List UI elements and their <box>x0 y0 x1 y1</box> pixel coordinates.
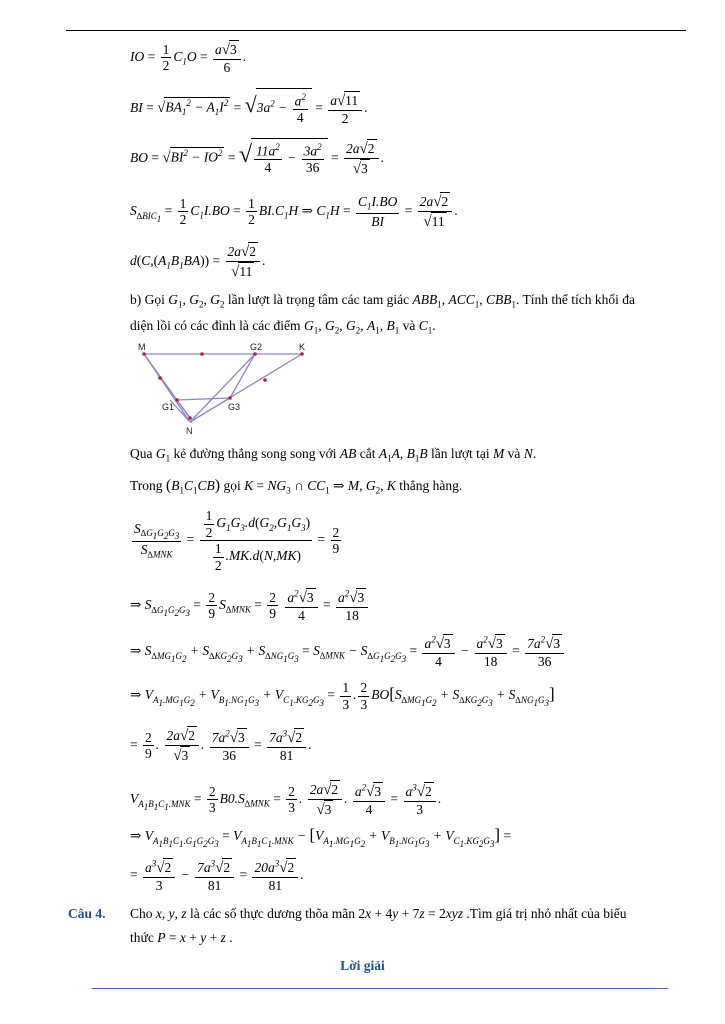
figure-label-g2: G2 <box>250 342 263 352</box>
question-4-line-2: thức P = x + y + z . <box>130 930 233 945</box>
equation-v-final: = $\frac{a^3√2}{3}$ − $\frac{7a^3√2}{81}$ = $\frac{20a^3√2}{81}$ . <box>130 858 304 894</box>
part-b-line-1: b) Gọi $G_1$, $G_2$, $G_2$ lần lượt là trọng tâm các tam giác $ABB_1$, $ACC_1$, $CBB_1$. Tính thể tích khối đa <box>130 292 636 310</box>
qua-line: Qua $G_1$ kẻ đường thẳng song song với AB cắt $A_1A$, $B_1B$ lần lượt tại M và N. <box>130 446 537 464</box>
equation-bo: BO = $√BI^2 - IO^2$ = √ $\frac{11a^2}{4}$ − $\frac{3a^2}{36}$ = $\frac{2a√2}{√3}$ . <box>130 138 384 179</box>
equation-distance: $d(C,(A_1B_1BA))$ = $\frac{2a√2}{√11}$ . <box>130 244 266 281</box>
question-4-line-1: Cho x, y, z là các số thực dương thõa mãn 2x + 4y + 7z = 2xyz .Tìm giá trị nhỏ nhất của biểu <box>130 906 627 921</box>
part-b-line-2: diện lồi có các đỉnh là các điểm $G_1$, $G_2$, $G_2$, $A_1$, $B_1$ và $C_1$. <box>130 318 436 336</box>
figure-label-m: M <box>138 342 146 352</box>
figure-label-k: K <box>299 342 306 352</box>
header-rule <box>66 30 686 31</box>
question-4-label: Câu 4. <box>68 906 106 921</box>
equation-s-g: ⇒ $S_{\Delta G_1G_2G_3}$ = $\frac{2}{9}$ $S_{\Delta MNK}$ = $\frac{2}{9}$ $\frac{a^2√3}{4}$ = $\frac{a^2√3}{18}$ <box>130 588 370 624</box>
equation-v-sum: ⇒ $V_{A_1.MG_1G_2} + V_{B_1.NG_1G_3} + V_{C_1.KG_2G_3}$ = $\frac{1}{3}$ . $\frac{2}{3}$ $BO[S_{\Delta MG_1G_2} + S_{\Delta KG_2G_3} + S_{\Delta NG_1G_3}]$ <box>130 680 555 712</box>
equation-area: $S_{\Delta BIC_1}$ = $\frac{1}{2}$ $C_1I.BO$ = $\frac{1}{2}$ $BI.C_1H$ ⇒ $C_1H$ = $\frac{C_1I.BO}{BI}$ = $\frac{2a√2}{√11}$ . <box>130 194 458 231</box>
equation-v-value: = $\frac{2}{9}$ . $\frac{2a√2}{√3}$ . $\frac{7a^2√3}{36}$ = $\frac{7a^3√2}{81}$ . <box>130 728 312 765</box>
equation-ratio: $\frac{S_{\Delta G_1G_2G_3}}{S_{\Delta MNK}}$ = $\frac{1}{2}$ $G_1G_3.d(G_2,G_1G_3)$ $\frac{1}{2}$ .MK.d(N,MK) = $\frac{2}{9}$ <box>134 508 340 573</box>
equation-v-mnk: $V_{A_1B_1C_1.MNK}$ = $\frac{2}{3}$ $B0.S_{\Delta MNK}$ = $\frac{2}{3}$ . $\frac{2a√2}{√3}$ . $\frac{a^2√3}{4}$ = $\frac{a^3√2}{3}$ . <box>130 782 442 819</box>
figure-label-g3: G3 <box>228 402 241 412</box>
equation-bi: BI = $√BA_1^2 - A_1I^2 = √3a^2$ − $\frac{a^2}{4}$ = $\frac{a√11}{2}$ . <box>130 88 368 127</box>
equation-s-sum: ⇒ $S_{\Delta MG_1G_2} + S_{\Delta KG_2G_3} + S_{\Delta NG_1G_3} = S_{\Delta MNK} - S_{\Delta G_1G_2G_3}$ = $\frac{a^2√3}{4}$ − $\frac{a^2√3}{18}$ = $\frac{7a^2√3}{36}$ <box>130 634 566 670</box>
figure-label-n: N <box>186 426 193 436</box>
trong-line: Trong $(B_1C_1CB)$ gọi $K = NG_3$ ∩ $CC_1$ ⇒ M, $G_2$, K thẳng hàng. <box>130 477 463 496</box>
footer-rule <box>92 988 668 989</box>
triangle-figure <box>130 338 320 438</box>
equation-v-diff: ⇒ $V_{A_1B_1C_1.G_1G_2G_3} = V_{A_1B_1C_1.MNK} - [V_{A_1.MG_1G_2} + V_{B_1.NG_1G_3} + V_{C_1.KG_2G_3}]$ = <box>130 825 512 849</box>
solution-heading: Lời giải <box>340 958 385 973</box>
figure-label-g1: G1 <box>162 402 175 412</box>
equation-io: IO = $\frac{1}{2}$ $C_1O$ = $\frac{a√3}{6}$ . <box>130 41 247 76</box>
